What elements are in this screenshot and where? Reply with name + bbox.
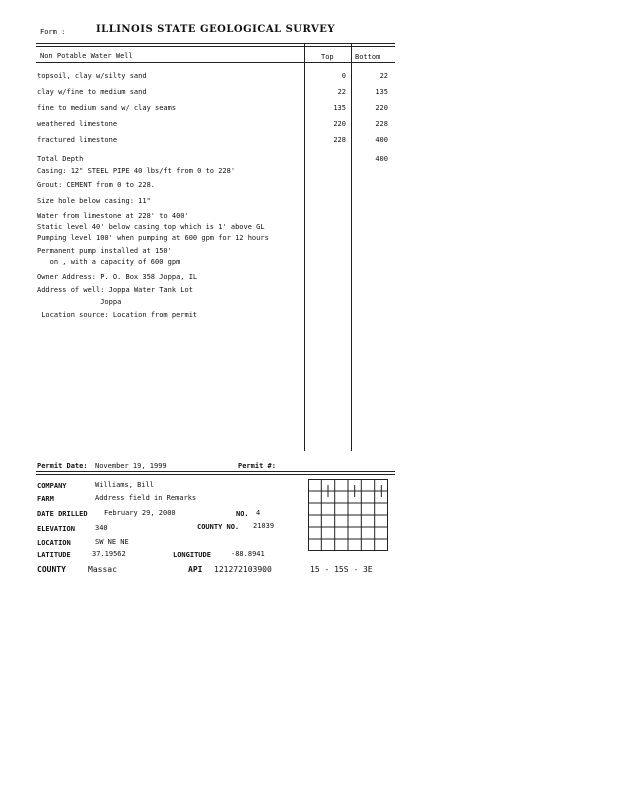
api-label: API (188, 565, 203, 574)
note-line: Casing: 12" STEEL PIPE 40 lbs/ft from 0 to 228' (37, 167, 236, 175)
note-line: Permanent pump installed at 150' (37, 247, 172, 255)
elevation-value: 340 (95, 524, 108, 532)
api-value: 121272103900 (214, 565, 272, 574)
col-bottom-header: Bottom (355, 53, 381, 61)
date-drilled-label: DATE DRILLED (37, 510, 88, 518)
note-line: on , with a capacity of 600 gpm (37, 258, 181, 266)
col-top-header: Top (321, 53, 334, 61)
no-label: NO. (236, 510, 249, 518)
county-label: COUNTY (37, 565, 66, 574)
note-line: Location source: Location from permit (37, 311, 198, 319)
note-line: Static level 40' below casing top which is 1' above GL (37, 223, 265, 231)
latitude-value: 37.19562 (92, 550, 126, 558)
note-line: Size hole below casing: 11" (37, 197, 151, 205)
company-label: COMPANY (37, 482, 67, 490)
location-value: SW NE NE (95, 538, 129, 546)
note-line: Owner Address: P. O. Box 358 Joppa, IL (37, 273, 198, 281)
note-line: Water from limestone at 228' to 400' (37, 212, 189, 220)
company-value: Williams, Bill (95, 481, 155, 489)
top-rule-1 (36, 43, 395, 44)
no-value: 4 (256, 509, 261, 517)
county-value: Massac (88, 565, 117, 574)
county-no-label: COUNTY NO. (197, 523, 240, 531)
note-line: Grout: CEMENT from 0 to 228. (37, 181, 156, 189)
note-line: Pumping level 100' when pumping at 600 gpm for 12 hours (37, 234, 269, 242)
county-no-value: 21039 (253, 522, 275, 530)
page-title: ILLINOIS STATE GEOLOGICAL SURVEY (96, 24, 336, 35)
location-label: LOCATION (37, 539, 71, 547)
permit-date-value: November 19, 1999 (95, 462, 167, 470)
header-rule (36, 62, 395, 63)
section-township-range: 15 - 15S - 3E (310, 565, 373, 574)
latitude-label: LATITUDE (37, 551, 71, 559)
longitude-value: -88.8941 (231, 550, 265, 558)
total-depth-label: Total Depth (37, 155, 84, 163)
top-rule-2 (36, 46, 395, 47)
permit-rule-2 (36, 474, 395, 475)
permit-rule-1 (36, 471, 395, 472)
elevation-label: ELEVATION (37, 525, 75, 533)
farm-value: Address field in Remarks (95, 494, 197, 502)
farm-label: FARM (37, 495, 54, 503)
note-line: Address of well: Joppa Water Tank Lot (37, 286, 193, 294)
note-line: Joppa (37, 298, 122, 306)
permit-number-label: Permit #: (238, 462, 276, 470)
date-drilled-value: February 29, 2000 (104, 509, 176, 517)
form-label: Form : (40, 28, 66, 36)
longitude-label: LONGITUDE (173, 551, 211, 559)
well-type: Non Potable Water Well (40, 52, 133, 60)
permit-date-label: Permit Date: (37, 462, 88, 470)
total-depth-value: 400 (375, 155, 388, 163)
section-grid (308, 479, 388, 551)
